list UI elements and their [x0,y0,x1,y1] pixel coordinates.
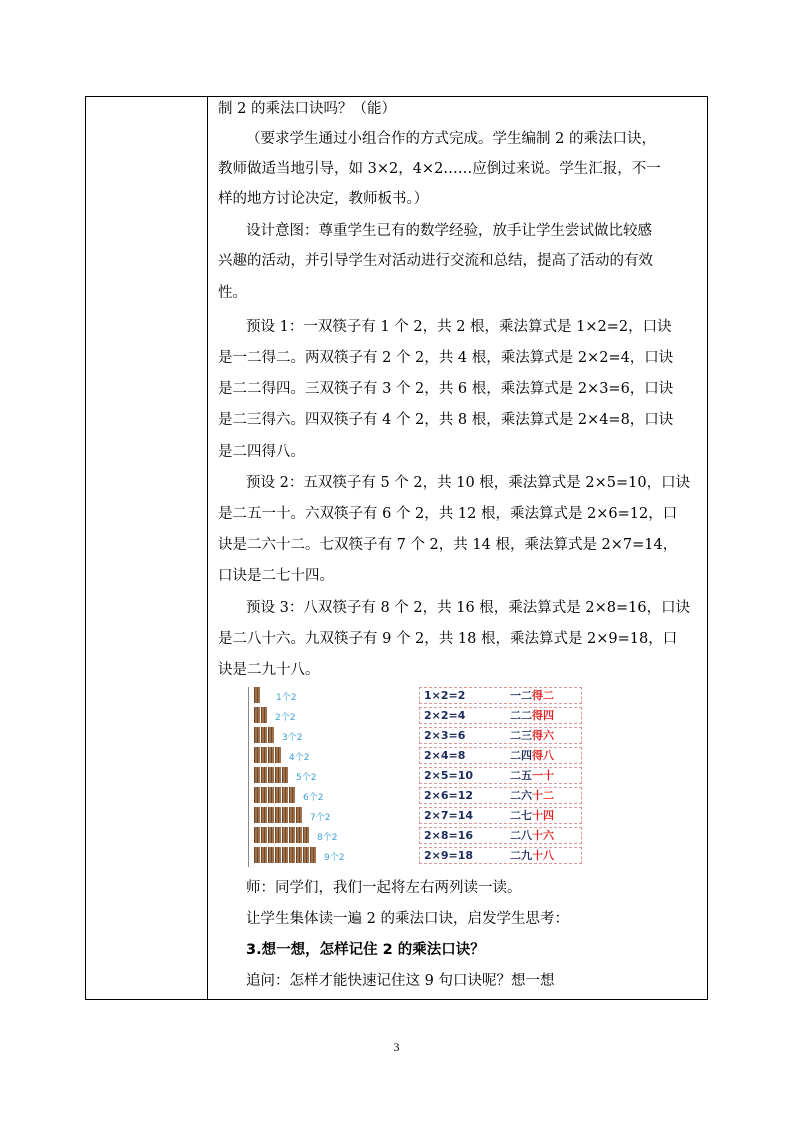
chopstick [264,767,267,783]
rhyme-part: 二七 [510,809,532,822]
rhyme-part: 二 [543,689,554,702]
text-line: 追问：怎样才能快速记住这 9 句口诀呢？想一想 [246,973,555,989]
equation: 1×2=2 [424,689,466,702]
rhyme-part: 二 [543,789,554,802]
rhyme [510,688,554,704]
chopstick [264,747,267,763]
table-row [419,827,582,844]
text-line: 诀是二六十二。七双筷子有 7 个 2，共 14 根，乘法算式是 2×7=14， [218,537,678,553]
text-line: 是二八十六。九双筷子有 9 个 2，共 18 根，乘法算式是 2×9=18，口 [218,631,678,647]
chopstick [278,787,281,803]
rhyme [510,748,554,764]
equation: 2×6=12 [424,789,474,802]
rhyme [510,808,554,824]
table-row [419,807,582,824]
chopstick [299,847,302,863]
lesson-table [85,96,708,1000]
rhyme [510,828,554,844]
table-row [419,767,582,784]
rhyme-part: 十 [532,809,543,822]
chopstick [257,707,260,723]
page-number: 3 [393,1040,400,1054]
chopstick [292,827,295,843]
chopstick [257,747,260,763]
rhyme-part: 二五 [510,769,532,782]
count-label: 4个2 [289,753,310,763]
text-line: 口诀是二七十四。 [218,568,334,584]
text-line: 性。 [218,285,247,301]
chopstick [278,747,281,763]
chopstick [285,847,288,863]
chopstick [264,807,267,823]
text-line: 诀是二九十八。 [218,662,320,678]
table-row [419,687,582,704]
rhyme-part: 二二 [510,709,532,722]
count-label: 5个2 [296,773,317,783]
count-label: 3个2 [282,733,303,743]
text-line: 是二五一十。六双筷子有 6 个 2，共 12 根，乘法算式是 2×6=12，口 [218,506,678,522]
chopstick [271,807,274,823]
text-line: 兴趣的活动，并引导学生对活动进行交流和总结，提高了活动的有效 [218,253,653,269]
rhyme-part: 二六 [510,789,532,802]
equation: 2×4=8 [424,749,466,762]
text-line: 预设 1：一双筷子有 1 个 2，共 2 根，乘法算式是 1×2=2，口诀 [246,319,672,335]
text-line: 是二二得四。三双筷子有 3 个 2，共 6 根，乘法算式是 2×3=6，口诀 [218,381,674,397]
chopstick [271,847,274,863]
chopsticks-figure [248,687,358,867]
rhyme-part: 得 [532,709,543,722]
chopstick [285,767,288,783]
rhyme-part: 二九 [510,849,532,862]
rhyme-part: 二八 [510,829,532,842]
count-label: 9个2 [324,853,345,863]
chopstick [257,807,260,823]
equation: 2×9=18 [424,849,474,862]
chopstick [271,727,274,743]
chopstick [306,827,309,843]
chopstick [264,707,267,723]
equation: 2×5=10 [424,769,474,782]
table-row [419,707,582,724]
chopstick [257,847,260,863]
table-row [419,847,582,864]
text-line: 样的地方讨论决定，教师板书。） [218,191,429,207]
chopstick [285,787,288,803]
equation: 2×3=6 [424,729,466,742]
chopstick [285,827,288,843]
text-line: 设计意图：尊重学生已有的数学经验，放手让学生尝试做比较感 [246,223,652,239]
rhyme-part: 得 [532,749,543,762]
rhyme-part: 六 [543,829,554,842]
rhyme [510,708,554,724]
chopstick [285,807,288,823]
rhyme-part: 四 [543,709,554,722]
chopstick [278,807,281,823]
text-line: 是二三得六。四双筷子有 4 个 2，共 8 根，乘法算式是 2×4=8，口诀 [218,412,674,428]
rhyme-part: 得 [532,729,543,742]
chopstick [299,807,302,823]
text-line: 制 2 的乘法口诀吗？（能） [218,101,396,117]
chopstick [292,807,295,823]
rhyme-part: 八 [543,849,554,862]
text-line: （要求学生通过小组合作的方式完成。学生编制 2 的乘法口诀， [246,131,656,147]
chopstick [299,827,302,843]
equation: 2×8=16 [424,829,474,842]
equation: 2×7=14 [424,809,474,822]
table-row [419,727,582,744]
chopstick [278,767,281,783]
text-line: 预设 3：八双筷子有 8 个 2，共 16 根，乘法算式是 2×8=16，口诀 [246,600,691,616]
count-label: 6个2 [303,793,324,803]
chopstick [271,827,274,843]
text-line: 是一二得二。两双筷子有 2 个 2，共 4 根，乘法算式是 2×2=4，口诀 [218,350,674,366]
equation: 2×2=4 [424,709,466,722]
chopstick [313,847,316,863]
chopstick [278,827,281,843]
rhyme-part: 二四 [510,749,532,762]
chopstick [264,847,267,863]
figure-baseline [248,687,249,867]
chopstick [306,847,309,863]
text-line: 教师做适当地引导，如 3×2，4×2……应倒过来说。学生汇报，不一 [218,161,661,177]
count-label: 1个2 [276,693,297,703]
chopstick [278,847,281,863]
count-label: 8个2 [317,833,338,843]
chopstick [257,787,260,803]
rhyme-part: 十 [532,849,543,862]
text-line: 让学生集体读一遍 2 的乘法口诀，启发学生思考： [246,911,569,927]
chopstick [257,687,260,703]
chopstick [264,787,267,803]
rhyme-part: 二三 [510,729,532,742]
text-line: 是二四得八。 [218,444,305,460]
chopstick [271,767,274,783]
chopstick [257,767,260,783]
rhyme-part: 得 [532,689,543,702]
rhyme-part: 一 [532,769,543,782]
count-label: 7个2 [310,813,331,823]
rhyme [510,848,554,864]
text-line: 预设 2：五双筷子有 5 个 2，共 10 根，乘法算式是 2×5=10，口诀 [246,475,691,491]
rhyme-part: 四 [543,809,554,822]
chopstick [292,847,295,863]
rhyme-part: 一二 [510,689,532,702]
chopstick [271,787,274,803]
rhyme-part: 十 [543,769,554,782]
text-line: 师：同学们，我们一起将左右两列读一读。 [246,880,522,896]
rhyme-part: 十 [532,829,543,842]
chopstick [257,727,260,743]
chopstick [292,787,295,803]
rhyme-part: 十 [532,789,543,802]
table-row [419,787,582,804]
count-label: 2个2 [275,713,296,723]
rhyme-part: 六 [543,729,554,742]
chopstick [271,747,274,763]
rhyme [510,728,554,744]
rhyme-part: 八 [543,749,554,762]
chopstick [264,827,267,843]
rhyme [510,788,554,804]
rhyme [510,768,554,784]
section-heading: 3.想一想，怎样记住 2 的乘法口诀？ [246,942,485,958]
chopstick [264,727,267,743]
table-row [419,747,582,764]
chopstick [257,827,260,843]
